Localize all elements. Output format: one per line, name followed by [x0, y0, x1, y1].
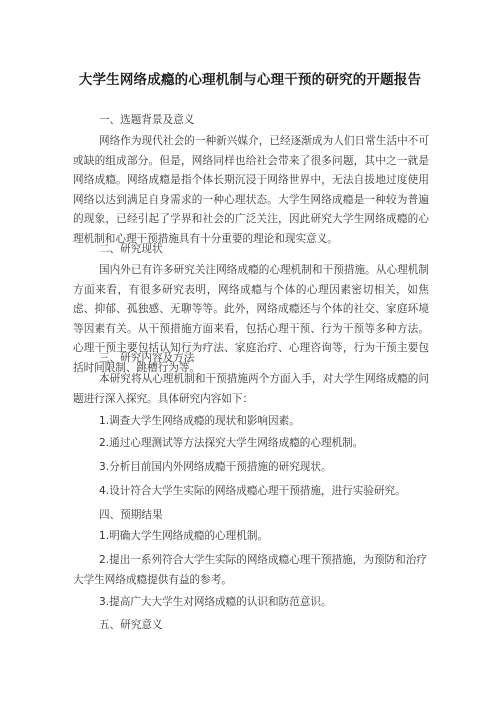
paragraph-content-method: 本研究将从心理机制和干预措施两个方面入手，对大学生网络成瘾的问题进行深入探究。具体研究内容如下：	[73, 373, 429, 405]
list-item: 1.明确大学生网络成瘾的心理机制。	[99, 530, 269, 542]
paragraph-background: 网络作为现代社会的一种新兴媒介，已经逐渐成为人们日常生活中不可或缺的组成部分。但是，网络同样也给社会带来了很多问题，其中之一就是网络成瘾。网络成瘾是指个体长期沉浸于网络世界中，无法自拔地过度使用网络以达到满足自身需求的一种心理状态。大学生网络成瘾是一种较为普遍的现象，已经引起了学界和社会的广泛关注，因此研究大学生网络成瘾的心理机制和心理干预措施具有十分重要的理论和现实意义。	[73, 135, 429, 245]
list-item: 4.设计符合大学生实际的网络成瘾心理干预措施，进行实验研究。	[99, 485, 406, 497]
list-item: 2.通过心理测试等方法探究大学生网络成瘾的心理机制。	[99, 437, 364, 449]
document-title: 大学生网络成瘾的心理机制与心理干预的研究的开题报告	[78, 72, 422, 88]
section-heading-content-method: 三、研究内容及方法	[99, 352, 195, 364]
section-heading-status: 二、研究现状	[99, 243, 163, 255]
list-item: 1.调查大学生网络成瘾的现状和影响因素。	[99, 415, 300, 427]
list-item: 3.提高广大大学生对网络成瘾的认识和防范意识。	[99, 596, 332, 608]
section-heading-significance: 五、研究意义	[99, 619, 163, 631]
section-heading-background: 一、选题背景及意义	[99, 114, 195, 126]
section-heading-expected-results: 四、预期结果	[99, 509, 163, 521]
list-item: 3.分析目前国内外网络成瘾干预措施的研究现状。	[99, 461, 332, 473]
paragraph-status: 国内外已有许多研究关注网络成瘾的心理机制和干预措施。从心理机制方面来看，有很多研究表明，网络成瘾与个体的心理因素密切相关，如焦虑、抑郁、孤独感、无聊等等。此外，网络成瘾还与个体的社交、家庭环境等因素有关。从干预措施方面来看，包括心理干预、行为干预等多种方法。心理干预主要包括认知行为疗法、家庭治疗、心理咨询等，行为干预主要包括时间限制、跳槽行为等。	[73, 264, 429, 374]
list-item: 2.提出一系列符合大学生实际的网络成瘾心理干预措施，为预防和治疗大学生网络成瘾提供有益的参考。	[73, 554, 427, 586]
